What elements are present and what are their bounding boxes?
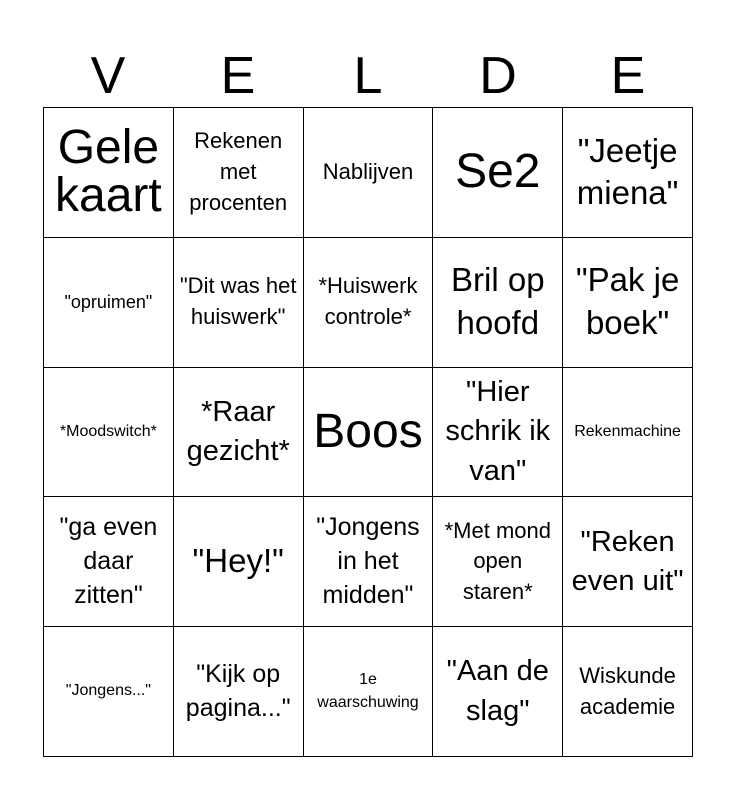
bingo-cell[interactable] <box>44 627 174 757</box>
bingo-cell[interactable] <box>433 108 563 238</box>
bingo-cell[interactable] <box>433 238 563 368</box>
bingo-cell[interactable] <box>304 108 434 238</box>
cell-text: "Reken even uit" <box>571 525 684 597</box>
header-letter: E <box>610 47 646 105</box>
bingo-cell[interactable] <box>44 368 174 498</box>
cell-text: *Raar gezicht* <box>186 395 290 467</box>
cell-text: "Kijk op pagina..." <box>185 659 291 722</box>
bingo-cell[interactable] <box>563 497 693 627</box>
bingo-header <box>43 44 693 108</box>
header-letter: E <box>220 47 256 105</box>
cell-text: *Met mond open staren* <box>444 517 551 605</box>
bingo-cell[interactable] <box>174 627 304 757</box>
bingo-cell[interactable] <box>174 238 304 368</box>
bingo-cell[interactable] <box>563 238 693 368</box>
cell-text: Gele kaart <box>55 121 162 223</box>
cell-text: Se2 <box>455 145 541 199</box>
cell-text: "Hey!" <box>192 542 284 580</box>
cell-text: "Aan de slag" <box>446 655 549 727</box>
bingo-cell[interactable] <box>304 627 434 757</box>
bingo-cell[interactable] <box>433 497 563 627</box>
cell-text: 1e waarschuwing <box>317 671 419 711</box>
cell-text: Wiskunde academie <box>579 662 676 719</box>
cell-text: "Dit was het huiswerk" <box>179 273 297 330</box>
bingo-cell[interactable] <box>433 368 563 498</box>
bingo-cell[interactable] <box>304 497 434 627</box>
header-letter: D <box>479 47 517 105</box>
bingo-cell[interactable] <box>44 497 174 627</box>
cell-text: Rekenmachine <box>574 422 681 440</box>
bingo-cell[interactable] <box>174 497 304 627</box>
cell-text: Nablijven <box>322 159 414 184</box>
bingo-cell[interactable] <box>563 368 693 498</box>
bingo-cell[interactable] <box>44 238 174 368</box>
cell-text: "opruimen" <box>64 292 153 313</box>
bingo-cell[interactable] <box>174 108 304 238</box>
bingo-grid <box>43 107 693 757</box>
cell-text: *Huiswerk controle* <box>318 273 418 330</box>
bingo-cell[interactable] <box>174 368 304 498</box>
cell-text: *Moodswitch* <box>59 422 157 440</box>
cell-text: Bril op hoofd <box>451 261 545 342</box>
cell-text: "Jongens..." <box>65 682 151 700</box>
bingo-cell[interactable] <box>304 238 434 368</box>
cell-text: "Pak je boek" <box>575 261 680 342</box>
header-letter: L <box>353 47 383 105</box>
cell-text: Boos <box>313 404 423 458</box>
bingo-cell[interactable] <box>304 368 434 498</box>
bingo-cell[interactable] <box>433 627 563 757</box>
cell-text: Rekenen met procenten <box>189 128 288 215</box>
bingo-cell[interactable] <box>563 108 693 238</box>
header-letter: V <box>90 47 126 105</box>
bingo-cell[interactable] <box>44 108 174 238</box>
cell-text: "Jongens in het midden" <box>316 513 420 609</box>
cell-text: "Hier schrik ik van" <box>445 376 551 487</box>
bingo-cell[interactable] <box>563 627 693 757</box>
cell-text: "ga even daar zitten" <box>59 513 158 609</box>
cell-text: "Jeetje miena" <box>576 131 679 212</box>
